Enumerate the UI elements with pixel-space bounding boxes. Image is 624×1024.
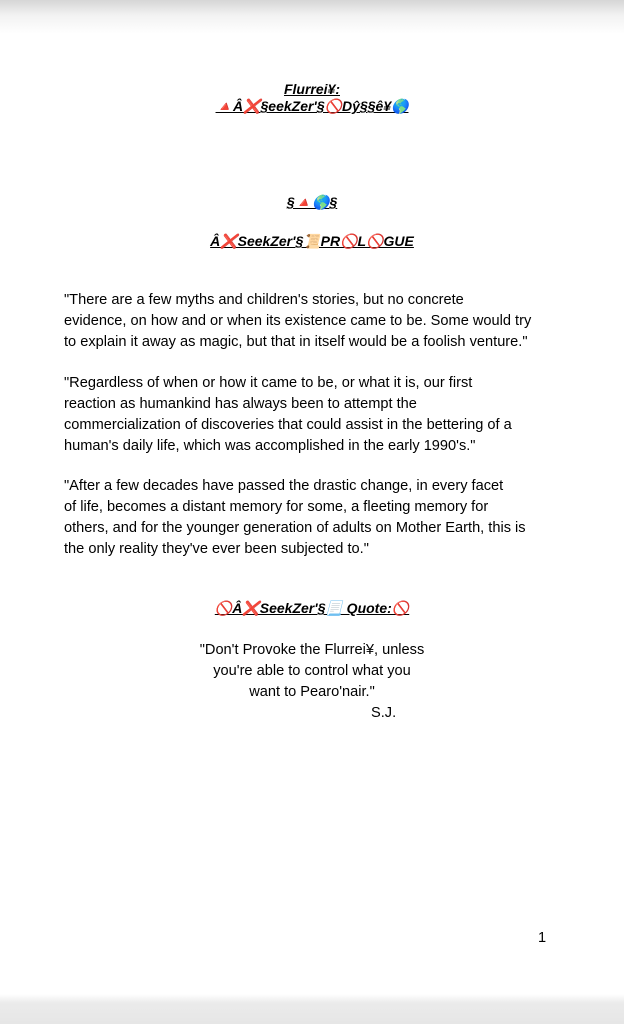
quote-text: "Don't Provoke the Flurrei¥, unless you're able to control what you want to Pearo'nair." (199, 642, 425, 700)
paragraph-1: "There are a few myths and children's stories, but no concrete evidence, on how and or when its existence came to be. Some would try to explain it away as magic, but that in itself would be a foolish venture." (64, 292, 532, 350)
document-subtitle: 🔺Â❌§eekZer'§🚫Dŷ§§ê¥🌎 (215, 98, 409, 114)
page-number: 1 (538, 930, 547, 946)
paragraph-2: "Regardless of when or how it came to be, or what it is, our first reaction as humankind has always been to attempt the commercialization of discoveries that could assist in the bettering of a human's daily life, which was accomplished in the early 1990's." (64, 375, 512, 454)
symbol-line: §🔺🌎§ (286, 194, 338, 210)
top-toolbar-edge (0, 0, 624, 34)
bottom-toolbar-edge (0, 994, 624, 1024)
quote-signature: S.J. (371, 705, 397, 721)
quote-heading: 🚫Â❌SeekZer'§📃 Quote:🚫 (214, 600, 410, 616)
document-title: Flurrei¥: (283, 81, 340, 97)
document-page (0, 34, 624, 994)
paragraph-3: "After a few decades have passed the drastic change, in every facet of life, becomes a distant memory for some, a fleeting memory for others, and for the younger generation of adults on Mother Earth, this is the only reality they've ever been subjected to." (64, 478, 526, 557)
prologue-heading: Â❌SeekZer'§📜PR🚫L🚫GUE (210, 233, 414, 249)
